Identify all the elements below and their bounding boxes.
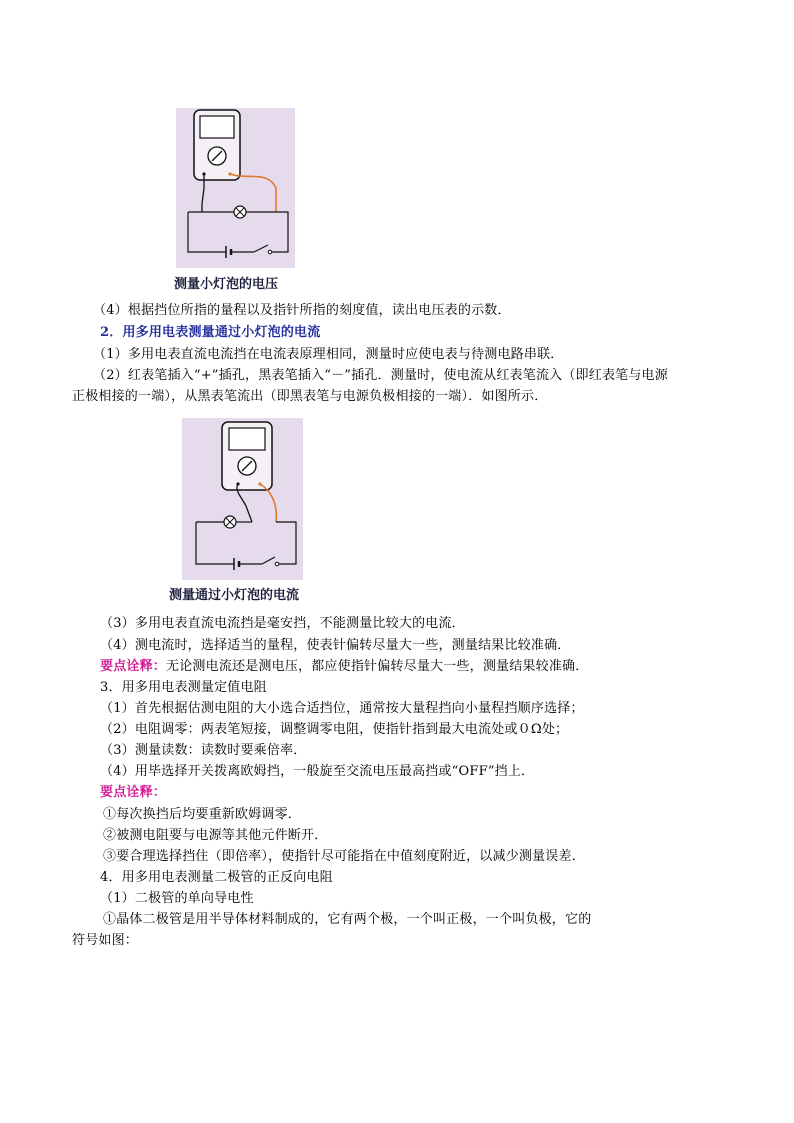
key-point-line [100, 657, 588, 677]
figure-current-measurement [182, 418, 303, 580]
text-line: ③要合理选择挡住（即倍率），使指针尽可能指在中值刻度附近，以减少测量误差． [103, 849, 585, 864]
text-line: （3）测量读数：读数时要乘倍率． [100, 743, 307, 758]
figure-voltage-measurement [176, 108, 295, 268]
text-line: （2）红表笔插入“+”插孔，黑表笔插入“－”插孔．测量时，使电流从红表笔流入（即红表笔与电源 [93, 368, 668, 383]
section-heading: 3．用多用电表测量定值电阻 [100, 680, 267, 695]
text-line: （1）多用电表直流电流挡在电流表原理相同，测量时应使电表与待测电路串联． [93, 347, 564, 362]
text-line: 符号如图： [72, 933, 139, 948]
text-line: （4）根据挡位所指的量程以及指针所指的刻度值，读出电压表的示数． [93, 303, 511, 318]
section-heading: 2．用多用电表测量通过小灯泡的电流 [100, 325, 321, 340]
text-line: （2）电阻调零：两表笔短接，调整调零电阻，使指针指到最大电流处或０Ω处； [100, 722, 569, 737]
text-line: ①每次换挡后均要重新欧姆调零． [103, 807, 302, 822]
figure-current-caption: 测量通过小灯泡的电流 [169, 588, 300, 603]
key-point-text: 无论测电流还是测电压，都应使指针偏转尽量大一些，测量结果较准确． [166, 659, 589, 674]
text-line: （1）首先根据估测电阻的大小选合适挡位，通常按大量程挡向小量程挡顺序选择； [100, 701, 584, 716]
text-line: ①晶体二极管是用半导体材料制成的，它有两个极，一个叫正极，一个叫负极，它的 [103, 912, 592, 927]
multimeter-current-diagram [182, 418, 303, 580]
figure-voltage-caption: 测量小灯泡的电压 [174, 277, 279, 292]
text-line: （4）用毕选择开关拨离欧姆挡，一般旋至交流电压最高挡或“OFF”挡上． [100, 764, 535, 779]
text-line: （4）测电流时，选择适当的量程，使表针偏转尽量大一些，测量结果比较准确． [100, 638, 571, 653]
text-line: ②被测电阻要与电源等其他元件断开． [103, 828, 328, 843]
text-line: （3）多用电表直流电流挡是毫安挡，不能测量比较大的电流． [100, 616, 465, 631]
key-point-label: 要点诠释： [100, 785, 167, 800]
section-heading: 4．用多用电表测量二极管的正反向电阻 [100, 870, 333, 885]
text-line: （1）二极管的单向导电性 [100, 891, 254, 906]
multimeter-voltage-diagram [176, 108, 295, 268]
key-point-label: 要点诠释： [100, 659, 167, 674]
text-line: 正极相接的一端），从黑表笔流出（即黑表笔与电源负极相接的一端）．如图所示． [72, 389, 548, 404]
